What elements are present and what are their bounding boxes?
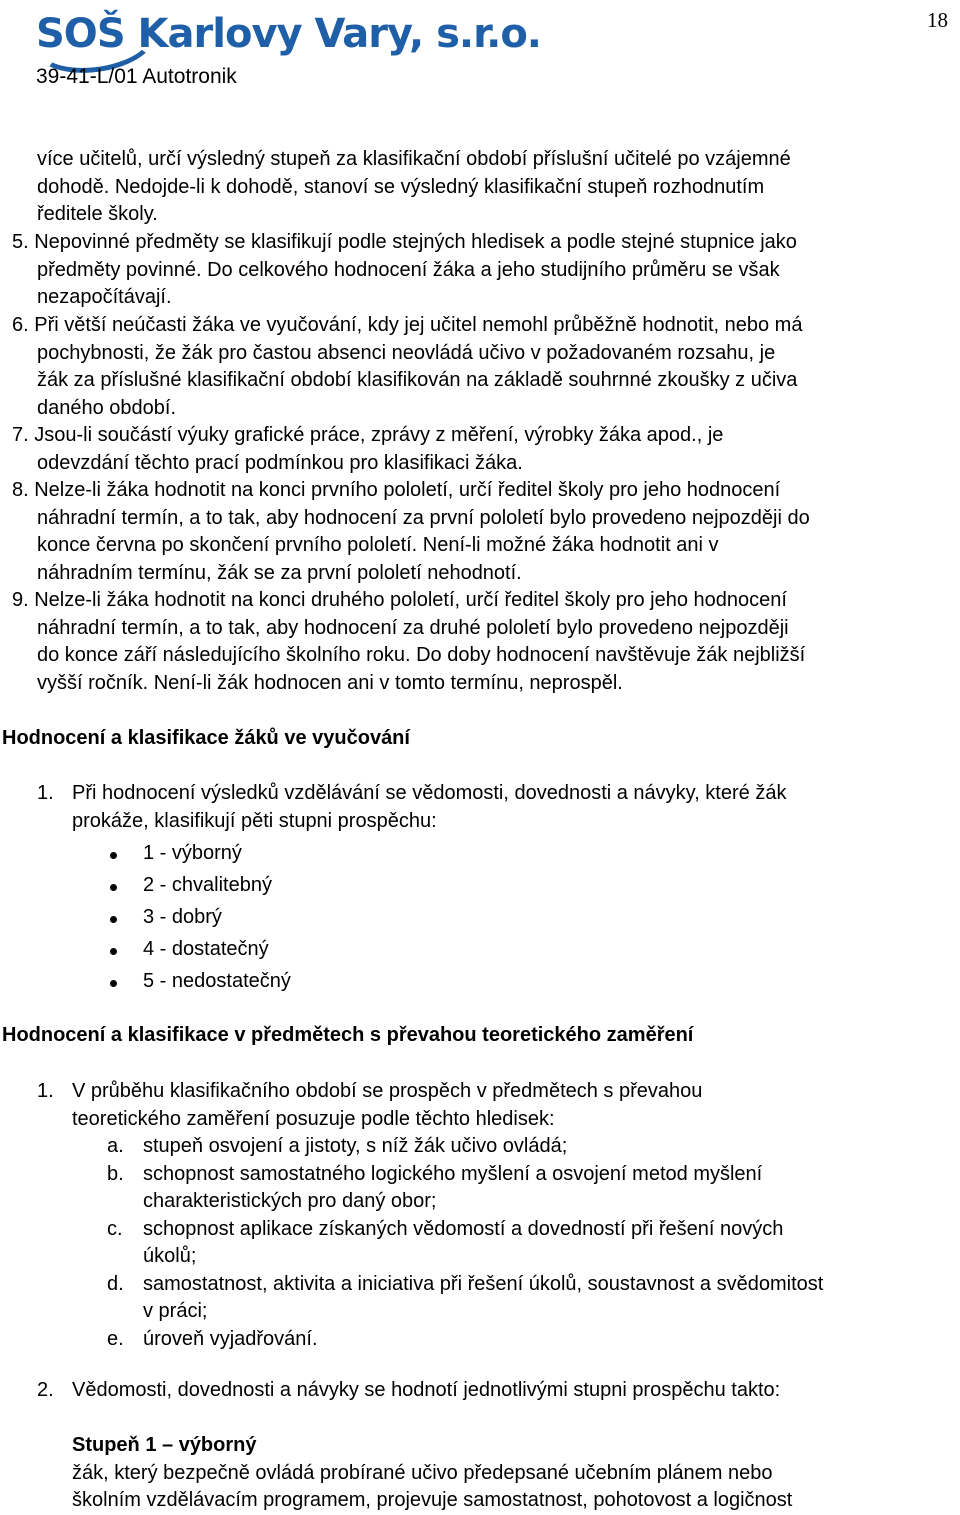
item-5-line: 5. Nepovinné předměty se klasifikují podle stejných hledisek a podle stejné stupnice jako (12, 231, 797, 253)
criterion-line: v práci; (143, 1300, 208, 1322)
criterion-letter: c. (107, 1217, 123, 1240)
item-8-line: náhradním termínu, žák se za první pololetí nehodnotí. (37, 561, 522, 584)
criterion-line: schopnost samostatného logického myšlení a osvojení metod myšlení (143, 1162, 763, 1185)
grade-title: Stupeň 1 – výborný (72, 1434, 257, 1456)
criterion-line: stupeň osvojení a jistoty, s níž žák učivo ovládá; (143, 1135, 568, 1157)
criterion-line: samostatnost, aktivita a iniciativa při řešení úkolů, soustavnost a svědomitost (143, 1272, 824, 1295)
grade-description-line: žák, který bezpečně ovládá probírané učivo předepsané učebním plánem nebo (72, 1461, 773, 1484)
criterion-line: úkolů; (143, 1245, 197, 1267)
item-6-line: 6. Při větší neúčasti žáka ve vyučování, kdy jej učitel nemohl průběžně hodnotit, nebo má (12, 314, 803, 336)
item-7-line: 7. Jsou-li součástí výuky grafické práce, zprávy z měření, výrobky žáka apod., je (12, 424, 724, 446)
criterion-letter: d. (107, 1272, 124, 1295)
item-8-line: 8. Nelze-li žáka hodnotit na konci prvního pololetí, určí ředitel školy pro jeho hodnocení (12, 479, 781, 501)
item-7-line: odevzdání těchto prací podmínkou pro klasifikaci žáka. (37, 451, 523, 474)
item-9-line: do konce září následujícího školního roku. Do doby hodnocení navštěvuje žák nejbližší (37, 644, 806, 666)
grade-item: 3 - dobrý (143, 906, 222, 928)
list-number: 1. (37, 782, 54, 804)
item-5-line: nezapočítávají. (37, 286, 172, 308)
list-item-line: Při hodnocení výsledků vzdělávání se vědomosti, dovednosti a návyky, které žák (72, 782, 787, 804)
item-9-line: vyšší ročník. Není-li žák hodnocen ani v tomto termínu, neprospěl. (37, 671, 623, 694)
program-subtitle: 39-41-L/01 Autotronik (36, 65, 237, 88)
list-item-line: Vědomosti, dovednosti a návyky se hodnotí jednotlivými stupni prospěchu takto: (72, 1379, 781, 1401)
item-8-line: náhradní termín, a to tak, aby hodnocení za první pololetí bylo provedeno nejpozději do (37, 506, 810, 529)
bullet-icon (110, 948, 117, 955)
criterion-line: úroveň vyjadřování. (143, 1327, 318, 1350)
list-number: 2. (37, 1379, 54, 1401)
criterion-letter: b. (107, 1162, 124, 1185)
logo-text: SOŠ Karlovy Vary, s.r.o. (36, 11, 542, 57)
list-item-line: teoretického zaměření posuzuje podle těchto hledisek: (72, 1107, 555, 1130)
grade-item: 5 - nedostatečný (143, 970, 291, 992)
item-5-line: předměty povinné. Do celkového hodnocení žáka a jeho studijního průměru se však (37, 258, 780, 281)
item-9-line: 9. Nelze-li žáka hodnotit na konci druhého pololetí, určí ředitel školy pro jeho hodnocení (12, 589, 787, 611)
school-logo (36, 4, 541, 64)
section-heading: Hodnocení a klasifikace v předmětech s převahou teoretického zaměření (2, 1024, 694, 1046)
item-6-line: žák za příslušné klasifikační období klasifikován na základě souhrnné zkoušky z učiva (37, 369, 798, 391)
bullet-icon (110, 916, 117, 923)
criterion-line: charakteristických pro daný obor; (143, 1190, 437, 1212)
paragraph-line: ředitele školy. (37, 203, 158, 225)
item-8-line: konce června po skončení prvního pololetí. Není-li možné žáka hodnotit ani v (37, 534, 719, 556)
section-heading: Hodnocení a klasifikace žáků ve vyučování (2, 727, 410, 749)
paragraph-line: dohodě. Nedojde-li k dohodě, stanoví se výsledný klasifikační stupeň rozhodnutím (37, 175, 765, 198)
page-number: 18 (927, 8, 948, 32)
list-item-line: V průběhu klasifikačního období se prospěch v předmětech s převahou (72, 1080, 703, 1102)
criterion-letter: e. (107, 1327, 124, 1350)
grade-item: 2 - chvalitebný (143, 874, 272, 896)
bullet-icon (110, 852, 117, 859)
grade-item: 4 - dostatečný (143, 938, 269, 960)
criterion-letter: a. (107, 1135, 124, 1157)
bullet-icon (110, 980, 117, 987)
item-6-line: daného období. (37, 396, 177, 419)
grade-description-line: školním vzdělávacím programem, projevuje samostatnost, pohotovost a logičnost (72, 1489, 793, 1511)
paragraph-line: více učitelů, určí výsledný stupeň za klasifikační období příslušní učitelé po vzájemné (37, 148, 791, 170)
item-6-line: pochybnosti, že žák pro častou absenci neovládá učivo v požadovaném rozsahu, je (37, 341, 776, 364)
list-item-line: prokáže, klasifikují pěti stupni prospěchu: (72, 809, 437, 832)
criterion-line: schopnost aplikace získaných vědomostí a dovedností při řešení nových (143, 1217, 784, 1240)
bullet-icon (110, 884, 117, 891)
list-number: 1. (37, 1080, 54, 1102)
item-9-line: náhradní termín, a to tak, aby hodnocení za druhé pololetí bylo provedeno nejpozději (37, 616, 789, 639)
grade-item: 1 - výborný (143, 842, 242, 864)
